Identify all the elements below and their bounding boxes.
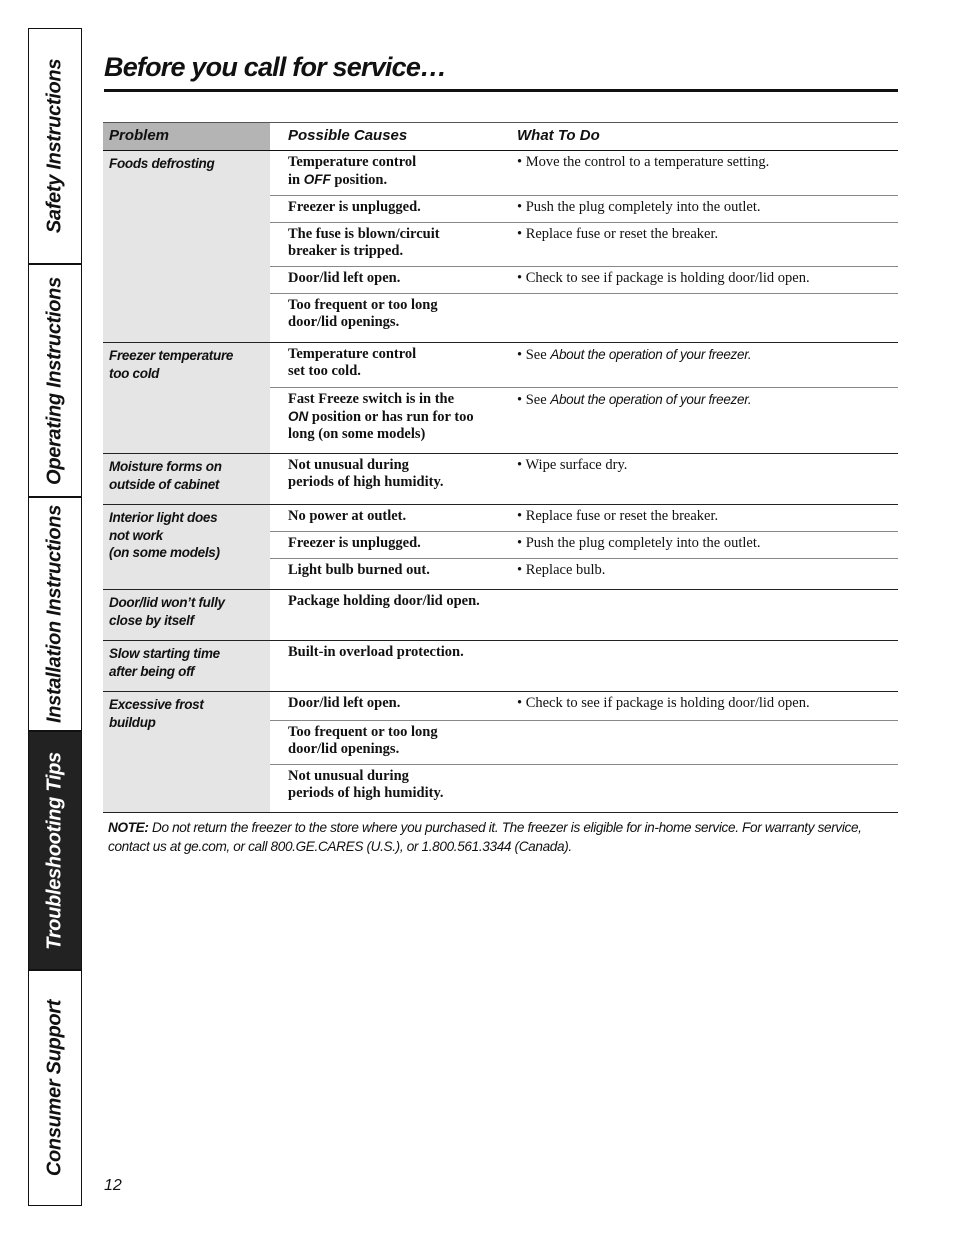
- cell-text: The fuse is blown/circuit breaker is tripped.: [288, 226, 440, 259]
- service-note: [108, 818, 898, 856]
- cause-list: [270, 505, 898, 589]
- possible-cause-cell: [270, 721, 499, 764]
- possible-cause-cell: [270, 454, 499, 504]
- table-row: [270, 266, 898, 293]
- what-to-do-cell: [499, 151, 898, 195]
- possible-cause-cell: [270, 294, 499, 342]
- table-row: [270, 558, 898, 589]
- cell-text: Package holding door/lid open.: [288, 593, 480, 609]
- possible-cause-cell: [270, 559, 499, 589]
- possible-cause-cell: [270, 196, 499, 222]
- tab-safety-instructions[interactable]: [28, 28, 82, 264]
- cell-text: • Replace fuse or reset the breaker.: [517, 508, 719, 524]
- table-row: [270, 454, 898, 504]
- cell-text: Not unusual during periods of high humidity.: [288, 457, 444, 490]
- problem-group: [103, 343, 898, 454]
- title-rule: [104, 89, 898, 92]
- cause-list: [270, 692, 898, 812]
- possible-cause-cell: [270, 590, 499, 640]
- cell-text: Too frequent or too long door/lid openings.: [288, 724, 438, 757]
- what-to-do-cell: [499, 196, 898, 222]
- tab-label: Consumer Support: [43, 999, 66, 1177]
- table-row: [270, 641, 898, 691]
- what-to-do-cell: [499, 343, 898, 387]
- emphasis-text: OFF: [303, 172, 331, 187]
- what-to-do-cell: [499, 590, 898, 640]
- page-title: Before you call for service…: [104, 52, 447, 82]
- table-row: [270, 692, 898, 720]
- emphasis-text: ON: [288, 409, 309, 424]
- what-to-do-cell: [499, 454, 898, 504]
- cell-text: • Push the plug completely into the outlet.: [517, 199, 761, 215]
- cell-text: • Wipe surface dry.: [517, 457, 628, 473]
- cell-text: • Move the control to a temperature setting.: [517, 154, 770, 170]
- problem-cell: Excessive frost buildup: [103, 692, 270, 812]
- cell-text: No power at outlet.: [288, 508, 407, 524]
- table-body: [103, 151, 898, 813]
- cell-text: Fast Freeze switch is in the: [288, 391, 455, 407]
- possible-cause-cell: [270, 388, 499, 453]
- cell-text: Freezer is unplugged.: [288, 199, 421, 215]
- cell-text: • Replace bulb.: [517, 562, 606, 578]
- possible-cause-cell: [270, 343, 499, 387]
- tab-troubleshooting-tips[interactable]: [28, 731, 82, 970]
- cell-text: Not unusual during periods of high humidity.: [288, 768, 444, 801]
- cause-list: [270, 454, 898, 504]
- table-row: [270, 720, 898, 764]
- what-to-do-cell: [499, 505, 898, 531]
- cell-text: position.: [330, 172, 388, 188]
- problem-group: [103, 641, 898, 692]
- cause-list: [270, 641, 898, 691]
- tab-label: Installation Instructions: [43, 504, 66, 724]
- page-number: 12: [104, 1177, 122, 1194]
- what-to-do-cell: [499, 765, 898, 812]
- possible-cause-cell: [270, 267, 499, 293]
- what-to-do-cell: [499, 721, 898, 764]
- what-to-do-cell: [499, 267, 898, 293]
- problem-cell: Moisture forms on outside of cabinet: [103, 454, 270, 504]
- cell-text: • Push the plug completely into the outlet.: [517, 535, 761, 551]
- cell-text: Door/lid left open.: [288, 270, 401, 286]
- possible-cause-cell: [270, 641, 499, 691]
- what-to-do-cell: [499, 641, 898, 691]
- problem-group: [103, 151, 898, 343]
- cell-text: • See: [517, 392, 551, 408]
- possible-cause-cell: [270, 151, 499, 195]
- header-problem: Problem: [103, 123, 270, 150]
- header-possible-causes: Possible Causes: [288, 127, 408, 144]
- what-to-do-cell: [499, 294, 898, 342]
- table-row: [270, 293, 898, 342]
- what-to-do-cell: [499, 692, 898, 720]
- tab-consumer-support[interactable]: [28, 970, 82, 1206]
- table-header: [103, 122, 898, 151]
- what-to-do-cell: [499, 532, 898, 558]
- problem-group: [103, 454, 898, 505]
- possible-cause-cell: [270, 692, 499, 720]
- cell-text: Freezer is unplugged.: [288, 535, 421, 551]
- cell-text: • See: [517, 347, 551, 363]
- possible-cause-cell: [270, 532, 499, 558]
- cell-text: position or has run for too long (on some models): [288, 409, 474, 442]
- cell-text: • Check to see if package is holding door/lid open.: [517, 270, 810, 286]
- what-to-do-cell: [499, 559, 898, 589]
- table-row: [270, 387, 898, 453]
- problem-cell: Slow starting time after being off: [103, 641, 270, 691]
- note-text: Do not return the freezer to the store where you purchased it. The freezer is eligible for in-home service. For warranty service, contact us at ge.com, or call 800.GE.CARES (U.S.), or 1.800.561.3344 (Canada).: [108, 820, 862, 854]
- problem-cell: Interior light does not work (on some models): [103, 505, 270, 589]
- tab-label: Troubleshooting Tips: [43, 751, 66, 950]
- cell-text: Too frequent or too long door/lid openings.: [288, 297, 438, 330]
- cell-text: Built-in overload protection.: [288, 644, 464, 660]
- problem-cell: Freezer temperature too cold: [103, 343, 270, 453]
- cell-text: • Replace fuse or reset the breaker.: [517, 226, 719, 242]
- problem-group: [103, 692, 898, 813]
- cell-text: Door/lid left open.: [288, 695, 401, 711]
- problem-group: [103, 590, 898, 641]
- reference-text: About the operation of your freezer.: [550, 392, 752, 407]
- table-row: [270, 764, 898, 812]
- possible-cause-cell: [270, 505, 499, 531]
- what-to-do-cell: [499, 223, 898, 266]
- tab-label: Operating Instructions: [43, 276, 66, 485]
- table-row: [270, 590, 898, 640]
- possible-cause-cell: [270, 223, 499, 266]
- problem-group: [103, 505, 898, 590]
- table-row: [270, 343, 898, 387]
- table-row: [270, 505, 898, 531]
- reference-text: About the operation of your freezer.: [550, 347, 752, 362]
- troubleshooting-table: [103, 122, 898, 813]
- table-row: [270, 531, 898, 558]
- note-label: NOTE:: [108, 820, 149, 835]
- tab-label: Safety Instructions: [43, 58, 66, 234]
- cause-list: [270, 343, 898, 453]
- header-what-to-do: What To Do: [517, 127, 600, 144]
- tab-operating-instructions[interactable]: [28, 264, 82, 497]
- possible-cause-cell: [270, 765, 499, 812]
- table-row: [270, 222, 898, 266]
- problem-cell: Door/lid won’t fully close by itself: [103, 590, 270, 640]
- cell-text: Temperature control set too cold.: [288, 346, 417, 379]
- what-to-do-cell: [499, 388, 898, 453]
- cause-list: [270, 590, 898, 640]
- problem-cell: Foods defrosting: [103, 151, 270, 342]
- cell-text: Light bulb burned out.: [288, 562, 430, 578]
- tab-installation-instructions[interactable]: [28, 497, 82, 731]
- cell-text: Temperature control in: [288, 154, 417, 188]
- table-row: [270, 195, 898, 222]
- table-row: [270, 151, 898, 195]
- cell-text: • Check to see if package is holding door/lid open.: [517, 695, 810, 711]
- section-tabs: [28, 28, 84, 1206]
- cause-list: [270, 151, 898, 342]
